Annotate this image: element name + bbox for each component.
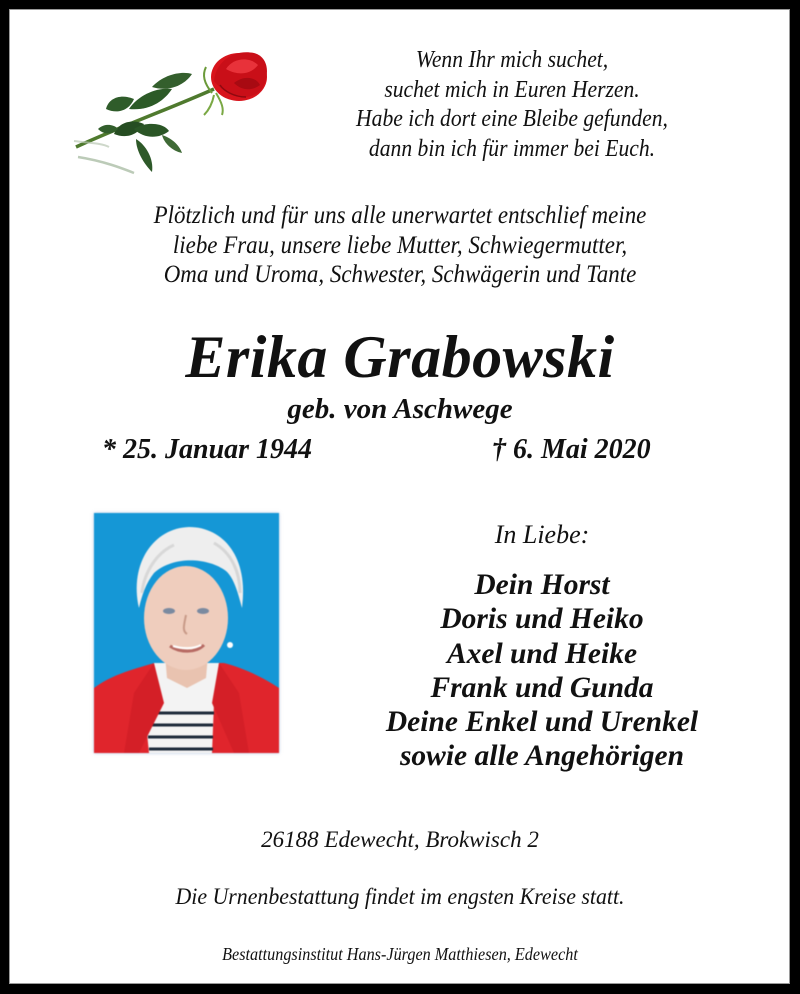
undertaker-text: Bestattungsinstitut Hans-Jürgen Matthiesen, Edewecht	[222, 944, 578, 964]
portrait-photo	[94, 513, 279, 753]
intro-line: Oma und Uroma, Schwester, Schwägerin und Tante	[163, 259, 637, 289]
poem-line: Wenn Ihr mich suchet,	[415, 47, 609, 73]
funeral-note	[0, 882, 800, 912]
poem-line: Habe ich dort eine Bleibe gefunden,	[356, 106, 668, 132]
mourner-item: Deine Enkel und Urenkel	[385, 706, 699, 739]
intro-line: liebe Frau, unsere liebe Mutter, Schwiegermutter,	[172, 229, 628, 259]
poem	[302, 46, 722, 164]
mourner-item: Frank und Gunda	[430, 671, 654, 704]
obituary-notice	[9, 9, 790, 984]
poem-line: suchet mich in Euren Herzen.	[384, 76, 640, 103]
mourner-item: Doris und Heiko	[440, 603, 644, 636]
mourner-item: Axel und Heike	[446, 637, 638, 670]
address: 26188 Edewecht, Brokwisch 2	[261, 827, 539, 852]
maiden-name: geb. von Aschwege	[287, 393, 513, 425]
mourner-item: sowie alle Angehörigen	[399, 740, 685, 773]
intro-text	[40, 200, 760, 289]
deceased-name: Erika Grabowski	[185, 324, 615, 390]
poem-line: dann bin ich für immer bei Euch.	[368, 135, 656, 162]
portrait-illustration	[94, 513, 279, 753]
red-rose-icon	[64, 39, 284, 184]
undertaker	[0, 941, 800, 967]
funeral-note-text: Die Urnenbestattung findet im engsten Kreise statt.	[175, 884, 625, 910]
intro-line: Plötzlich und für uns alle unerwartet entschlief meine	[153, 200, 647, 229]
mourner-item: Dein Horst	[474, 569, 610, 601]
death-date: † 6. Mai 2020	[492, 434, 651, 465]
in-love-label: In Liebe:	[494, 520, 590, 549]
mourners-list	[330, 568, 754, 774]
birth-date: * 25. Januar 1944	[102, 434, 313, 465]
